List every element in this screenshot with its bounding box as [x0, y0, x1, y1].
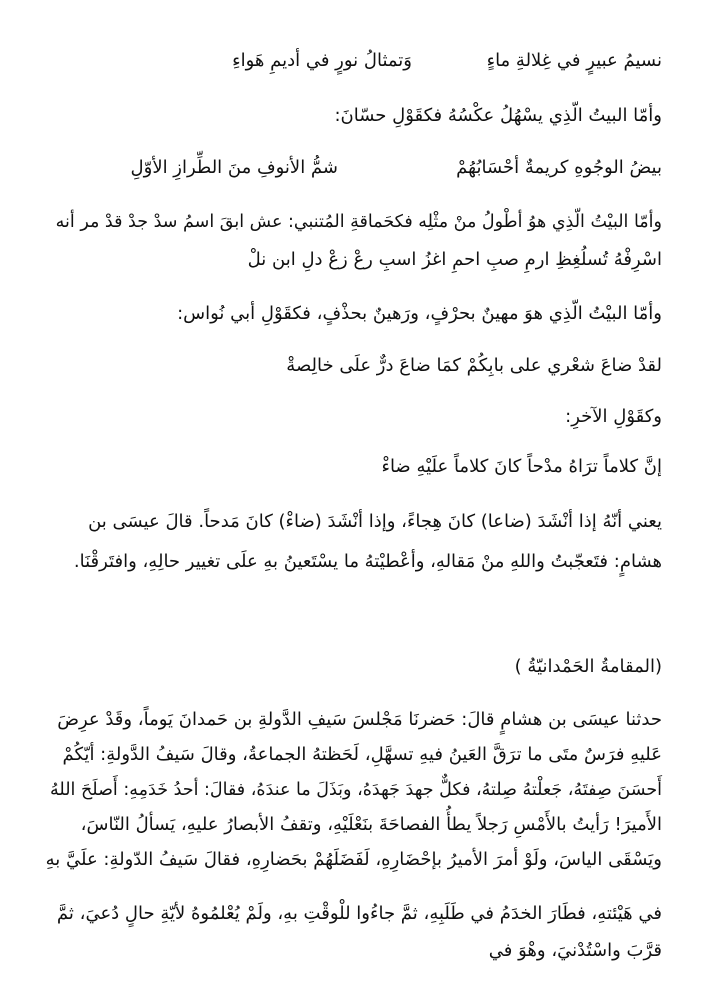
mutanabbi-line-1: وأمّا البيْتُ الّذِي هوُ أطْولُ منْ مثْلِه فكحَماقةِ المُتنبي: عش ابقَ اسمُ سدْ جدْ قدْ مر أنه: [55, 212, 662, 232]
intro-hassan: وأمّا البيتُ الّذِي يسْهُلُ عكْسُهُ فكقَوْلِ حسّانَ:: [334, 105, 662, 126]
story-line-4: الأَميرَ! رَأيتُ بالأَمْسِ رَجلاً يطأُ الفصاحَةَ بنَعْلَيْهِ، وتقفُ الأبصارُ عليهِ، يَسألُ النّاسَ،: [80, 814, 662, 835]
story-line-1: حدثنا عيسَى بن هشامٍ قالَ: حَضرنَا مَجْلسَ سَيفِ الدَّولةِ بن حَمدانَ يَوماً، وقَدْ عرِضَ: [57, 709, 662, 730]
verse-1-first-hemistich: نسيمُ عبيرٍ في غِلالةِ ماءٍ: [486, 50, 662, 71]
verse-3: لقدْ ضاعَ شعْري على بابِكُمْ كمَا ضاعَ درٌّ علَى خالِصةْ: [286, 355, 662, 376]
explanation-line-1: يعني أنّهُ إذا أنْشَدَ (ضاعا) كانَ هِجاءً، وإذا أنْشَدَ (ضاءْ) كانَ مَدحاً. قالَ عيسَى بن: [88, 511, 662, 532]
verse-2-first-hemistich: بيضُ الوجُوهِ كريمةٌ أحْسَابُهُمْ: [456, 157, 662, 178]
intro-abunuwas: وأمّا البيْتُ الّذِي هوَ مهينٌ بحرْفٍ، ورَهينٌ بحذْفٍ، فكقَوْلِ أبي نُواس:: [177, 303, 662, 324]
story-line-6: في هَيْئتهِ، فطَارَ الخدَمُ في طَلَبِهِ، ثمَّ جاءُوا للْوقْتِ بهِ، ولَمْ يُعْلمُوهُ لأيّةِ حالٍ دُعيَ، ثمَّ: [56, 903, 662, 924]
story-line-7: قرَّبَ واسْتُدْنيَ، وهْوَ في: [488, 940, 662, 961]
verse-1-second-hemistich: وَتمثالُ نورٍ في أديمِ هَواءِ: [232, 50, 412, 71]
explanation-line-2: هشامٍ: فتَعجّبتُ واللهِ منْ مَقالهِ، وأعْطيْتهُ ما يسْتَعينُ بهِ علَى تغيير حالِهِ، وافتَرقْنَا.: [73, 551, 662, 572]
story-line-3: أَحسَنَ صِفتَهُ، جَعلْتهُ صِلتهُ، فكلٌّ جهدَ جَهدَهُ، وبَذَلَ ما عندَهُ، فقالَ: أحدُ خَدَمِهِ: أَصلَحَ اللهُ: [50, 780, 662, 800]
intro-other-poet: وكقَوْلِ الآخرِ:: [565, 406, 662, 427]
story-line-2: عَليهِ فرَسٌ متَى ما ترَقَّ العَينُ فيهِ تسهَّلِ، لَحَظتهُ الجماعةُ، وقالَ سَيفُ الدَّولةِ: أيّكُمْ: [62, 744, 662, 765]
story-line-5: ويَسْقَى الياسَ، ولَوْ أمرَ الأميرُ بإحْضَارِهِ، لَفَضَلَهُمْ بحَضارِهِ، فقالَ سَيفُ الدّولةِ: علَيَّ بهِ: [45, 849, 662, 870]
verse-2-second-hemistich: شمُّ الأنوفِ منَ الطِّرازِ الأوّلِ: [130, 157, 338, 178]
section-heading: (المقامةُ الحَمْدانيّةُ ): [514, 656, 662, 677]
mutanabbi-line-2: اسْرِفْهُ تُسلُغِظِ ارمِ صبِ احمِ اغزُ اسبِ رعْ زعْ دلِ ابن نلْ: [247, 249, 662, 270]
verse-4: إنَّ كلاماً ترَاهُ مدْحاً كانَ كلاماً علَيْهِ ضاءْ: [381, 456, 662, 477]
